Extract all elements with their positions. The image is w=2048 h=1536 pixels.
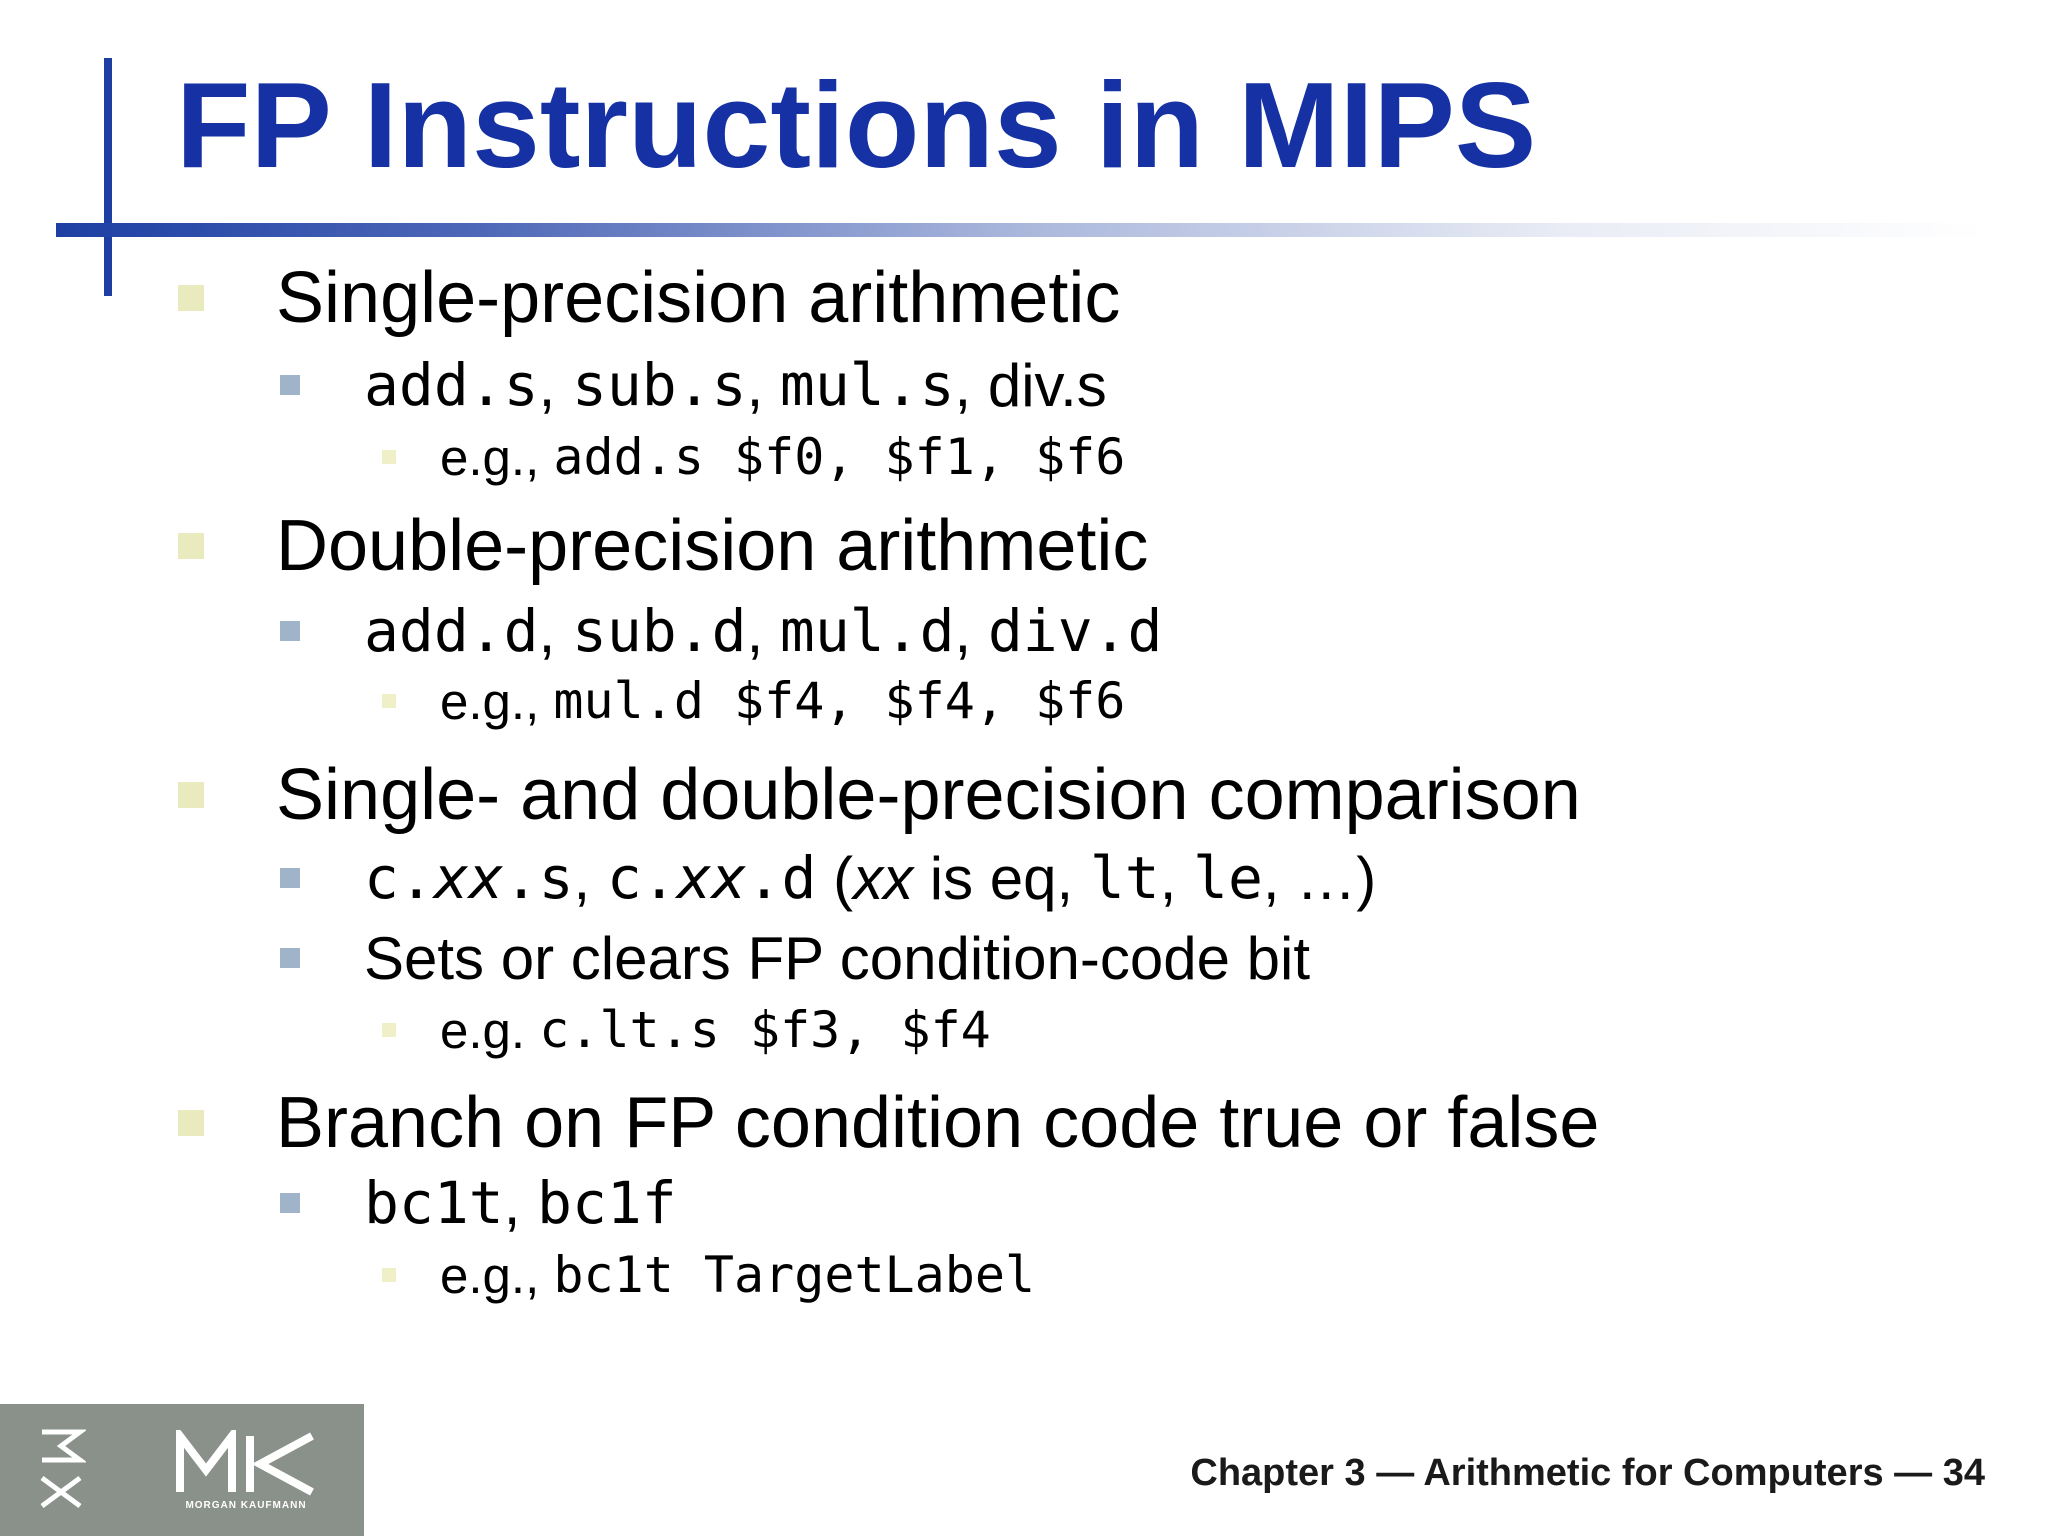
op-code: sub.d xyxy=(571,597,747,665)
bullet-square-icon xyxy=(382,694,396,708)
example-double xyxy=(382,669,1125,733)
bullet-text: Single- and double-precision comparison xyxy=(276,755,1581,835)
bullet-text: Double-precision arithmetic xyxy=(276,506,1149,586)
bullet-square-icon xyxy=(178,782,204,808)
bullet-square-icon xyxy=(280,948,300,968)
subbullet-single-ops: add.s , sub.s , mul.s , div.s xyxy=(280,345,1107,425)
example-single xyxy=(382,425,1125,489)
placeholder-text: xx xyxy=(853,844,914,912)
example-compare xyxy=(382,998,991,1062)
op-code: add.s xyxy=(364,351,539,419)
bullet-square-icon xyxy=(382,1023,396,1037)
op-code: bc1t xyxy=(364,1169,504,1237)
example-branch xyxy=(382,1243,1035,1307)
op-code-suffix: .d xyxy=(746,844,817,912)
bullet-square-icon xyxy=(178,533,204,559)
op-code: mul.d xyxy=(779,597,955,665)
bullet-square-icon xyxy=(280,1193,300,1213)
bullet-single-precision xyxy=(178,253,1120,343)
bullet-text: Branch on FP condition code true or false xyxy=(276,1083,1600,1163)
example-code: c.lt.s $f3, $f4 xyxy=(539,1001,991,1059)
bullet-square-icon xyxy=(178,285,204,311)
bullet-double-precision xyxy=(178,501,1148,591)
example-prefix: e.g., xyxy=(440,672,540,730)
bullet-branch xyxy=(178,1078,1599,1168)
bullet-square-icon xyxy=(280,621,300,641)
op-code: add.d xyxy=(364,597,539,665)
op-code-placeholder: xx xyxy=(433,844,504,912)
example-prefix: e.g., xyxy=(440,1246,540,1304)
cond-eq: eq xyxy=(989,844,1057,912)
subbullet-double-ops: add.d , sub.d , mul.d , div.d xyxy=(280,591,1162,671)
title-horizontal-rule xyxy=(56,223,1986,237)
bullet-comparison xyxy=(178,750,1581,840)
op-code-prefix: c. xyxy=(364,844,434,912)
is-text: is xyxy=(929,844,974,912)
mk-vertical-logo-icon xyxy=(36,1428,86,1518)
ellipsis: …) xyxy=(1296,844,1377,912)
op-code: bc1f xyxy=(537,1169,677,1237)
cond-le: le xyxy=(1193,844,1263,912)
title-vertical-rule xyxy=(104,58,112,296)
op-code-suffix: .s xyxy=(503,844,574,912)
mk-logo-icon xyxy=(176,1430,316,1496)
example-prefix: e.g., xyxy=(440,428,540,486)
slide-footer: Chapter 3 — Arithmetic for Computers — 34 xyxy=(1190,1452,1985,1494)
example-prefix: e.g. xyxy=(440,1001,526,1059)
cond-lt: lt xyxy=(1089,844,1160,912)
op-code: sub.s xyxy=(571,351,747,419)
example-code: mul.d $f4, $f4, $f6 xyxy=(553,672,1126,730)
paren-open: ( xyxy=(833,844,854,912)
slide-title: FP Instructions in MIPS xyxy=(176,57,1537,193)
subbullet-compare-ops: c. xx .s , c. xx .d ( xx is eq , lt , le , …) xyxy=(280,838,1376,918)
op-text: div.s xyxy=(987,351,1107,419)
op-code: div.d xyxy=(987,597,1163,665)
bullet-square-icon xyxy=(382,1268,396,1282)
bullet-square-icon xyxy=(280,375,300,395)
op-code-placeholder: xx xyxy=(676,844,747,912)
subbullet-condition-bit xyxy=(280,918,1310,998)
publisher-name: MORGAN KAUFMANN xyxy=(185,1500,307,1511)
op-code: mul.s xyxy=(779,351,955,419)
bullet-square-icon xyxy=(280,868,300,888)
bullet-square-icon xyxy=(382,450,396,464)
publisher-logo xyxy=(0,1404,364,1536)
op-code-prefix: c. xyxy=(606,844,677,912)
example-code: add.s $f0, $f1, $f6 xyxy=(553,428,1126,486)
bullet-text: Single-precision arithmetic xyxy=(276,258,1121,338)
subbullet-text: Sets or clears FP condition-code bit xyxy=(364,924,1311,992)
subbullet-branch-ops: bc1t , bc1f xyxy=(280,1163,677,1243)
bullet-square-icon xyxy=(178,1110,204,1136)
example-code: bc1t TargetLabel xyxy=(553,1246,1036,1304)
